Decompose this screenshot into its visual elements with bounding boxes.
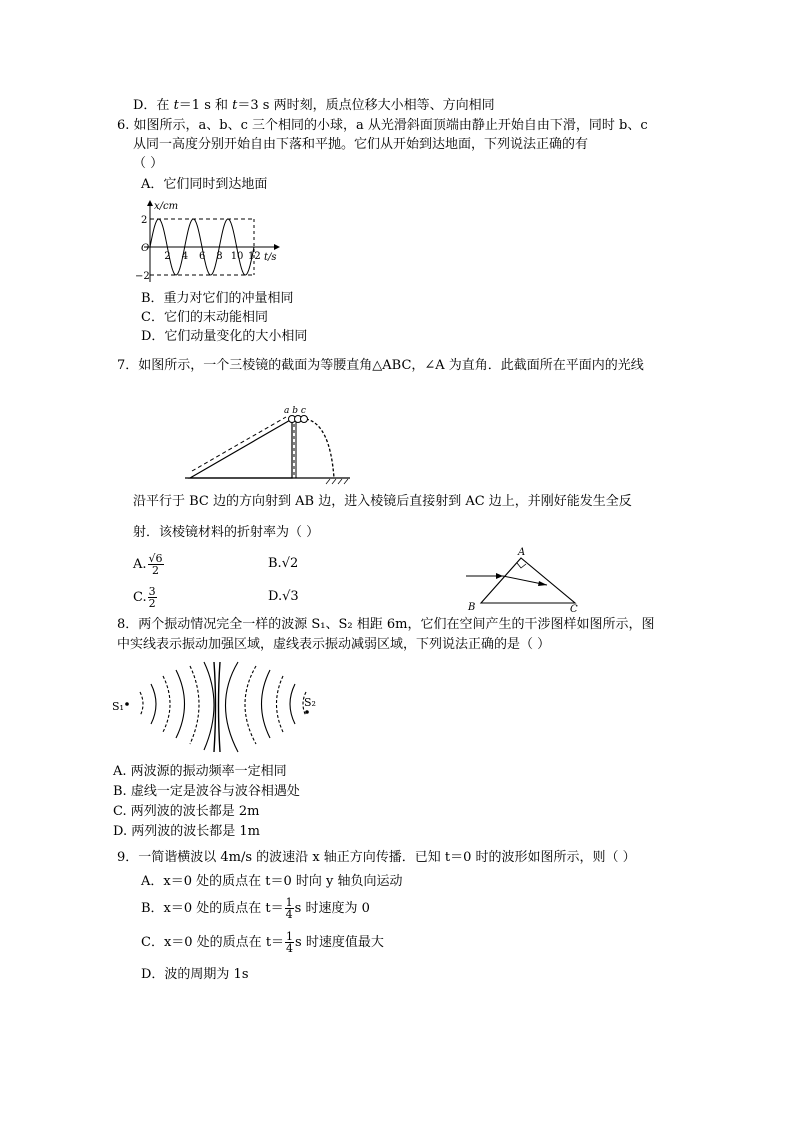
q6-ball-labels: a b c bbox=[284, 406, 306, 416]
q6-graph-x-tick: 6 bbox=[199, 251, 206, 262]
q6-option-b: B．重力对它们的冲量相同 bbox=[141, 291, 294, 306]
q6-graph-x-tick: 10 bbox=[230, 251, 244, 262]
q6-graph-y-bottom: −2 bbox=[135, 271, 150, 282]
q9-stem: 9．一简谐横波以 4m/s 的波速沿 x 轴正方向传播．已知 t＝0 时的波形如图所示，则（ ） bbox=[117, 850, 636, 865]
q7-stem-line1: 7．如图所示，一个三棱镜的截面为等腰直角△ABC，∠A 为直角．此截面所在平面内的光线 bbox=[117, 358, 644, 373]
q8-stem-line1: 8．两个振动情况完全一样的波源 S₁、S₂ 相距 6m，它们在空间产生的干涉图样如图所示，图 bbox=[117, 617, 655, 632]
q9-option-a: A．x＝0 处的质点在 t＝0 时向 y 轴负向运动 bbox=[141, 874, 403, 889]
q6-graph-origin: O bbox=[141, 243, 150, 254]
q7-option-a: A. $\frac{√6}{2}$ bbox=[133, 552, 163, 577]
q6-sine-graph bbox=[130, 198, 290, 288]
q8-stem-line2: 中实线表示振动加强区域，虚线表示振动减弱区域，下列说法正确的是（ ） bbox=[117, 637, 551, 652]
q8-source-s1: S₁ bbox=[112, 700, 124, 713]
q6-graph-x-tick: 8 bbox=[216, 251, 223, 262]
q8-interference-figure bbox=[110, 660, 340, 760]
q8-option-b: B. 虚线一定是波谷与波谷相遇处 bbox=[113, 784, 300, 799]
q7-stem-line2: 沿平行于 BC 边的方向射到 AB 边，进入棱镜后直接射到 AC 边上，并刚好能发生全反 bbox=[133, 494, 632, 509]
q9-option-d: D．波的周期为 1s bbox=[141, 967, 249, 982]
q6-incline-figure bbox=[180, 400, 360, 485]
q7-option-c: C. $\frac{3}{2}$ bbox=[133, 585, 156, 610]
q6-option-d: D．它们动量变化的大小相同 bbox=[141, 329, 308, 344]
q6-stem-line2: 从同一高度分别开始自由下落和平抛。它们从开始到达地面，下列说法正确的有 bbox=[133, 137, 589, 152]
q7-option-b: B.√2 bbox=[268, 556, 299, 571]
q6-answer-paren: （ ） bbox=[133, 156, 164, 171]
q6-graph-x-tick: 2 bbox=[164, 251, 171, 262]
q5-option-d: D．在 t＝1 s 和 t＝3 s 两时刻，质点位移大小相等、方向相同 bbox=[133, 98, 495, 113]
q8-option-a: A. 两波源的振动频率一定相同 bbox=[113, 764, 287, 779]
q7-vertex-b: B bbox=[468, 602, 476, 613]
q6-graph-y-top: 2 bbox=[141, 215, 148, 226]
q6-stem-line1: 6. 如图所示，a、b、c 三个相同的小球，a 从光滑斜面顶端由静止开始自由下滑，同时 b、c bbox=[117, 118, 648, 133]
q6-graph-x-tick: 12 bbox=[248, 251, 261, 262]
q6-option-c: C．它们的末动能相同 bbox=[141, 310, 268, 325]
q6-graph-x-tick: 4 bbox=[181, 251, 189, 262]
q9-option-b: B．x＝0 处的质点在 t＝ $\frac{1}{4}$ s 时速度为 0 bbox=[141, 896, 370, 921]
q9-option-c: C．x＝0 处的质点在 t＝ $\frac{1}{4}$ s 时速度值最大 bbox=[141, 930, 384, 955]
q6-graph-y-label: x/cm bbox=[154, 201, 179, 212]
q7-prism-figure bbox=[460, 544, 590, 614]
q7-vertex-c: C bbox=[570, 604, 578, 615]
q8-source-s2: S₂ bbox=[304, 696, 316, 709]
q7-option-d: D.√3 bbox=[268, 589, 299, 604]
q8-option-d: D. 两列波的波长都是 1m bbox=[113, 824, 260, 839]
q7-vertex-a: A bbox=[518, 547, 526, 558]
q6-graph-x-label: t/s bbox=[264, 252, 277, 263]
q7-stem-line3: 射．该棱镜材料的折射率为（ ） bbox=[133, 525, 320, 540]
q8-option-c: C. 两列波的波长都是 2m bbox=[113, 804, 260, 819]
q6-option-a: A．它们同时到达地面 bbox=[141, 177, 268, 192]
